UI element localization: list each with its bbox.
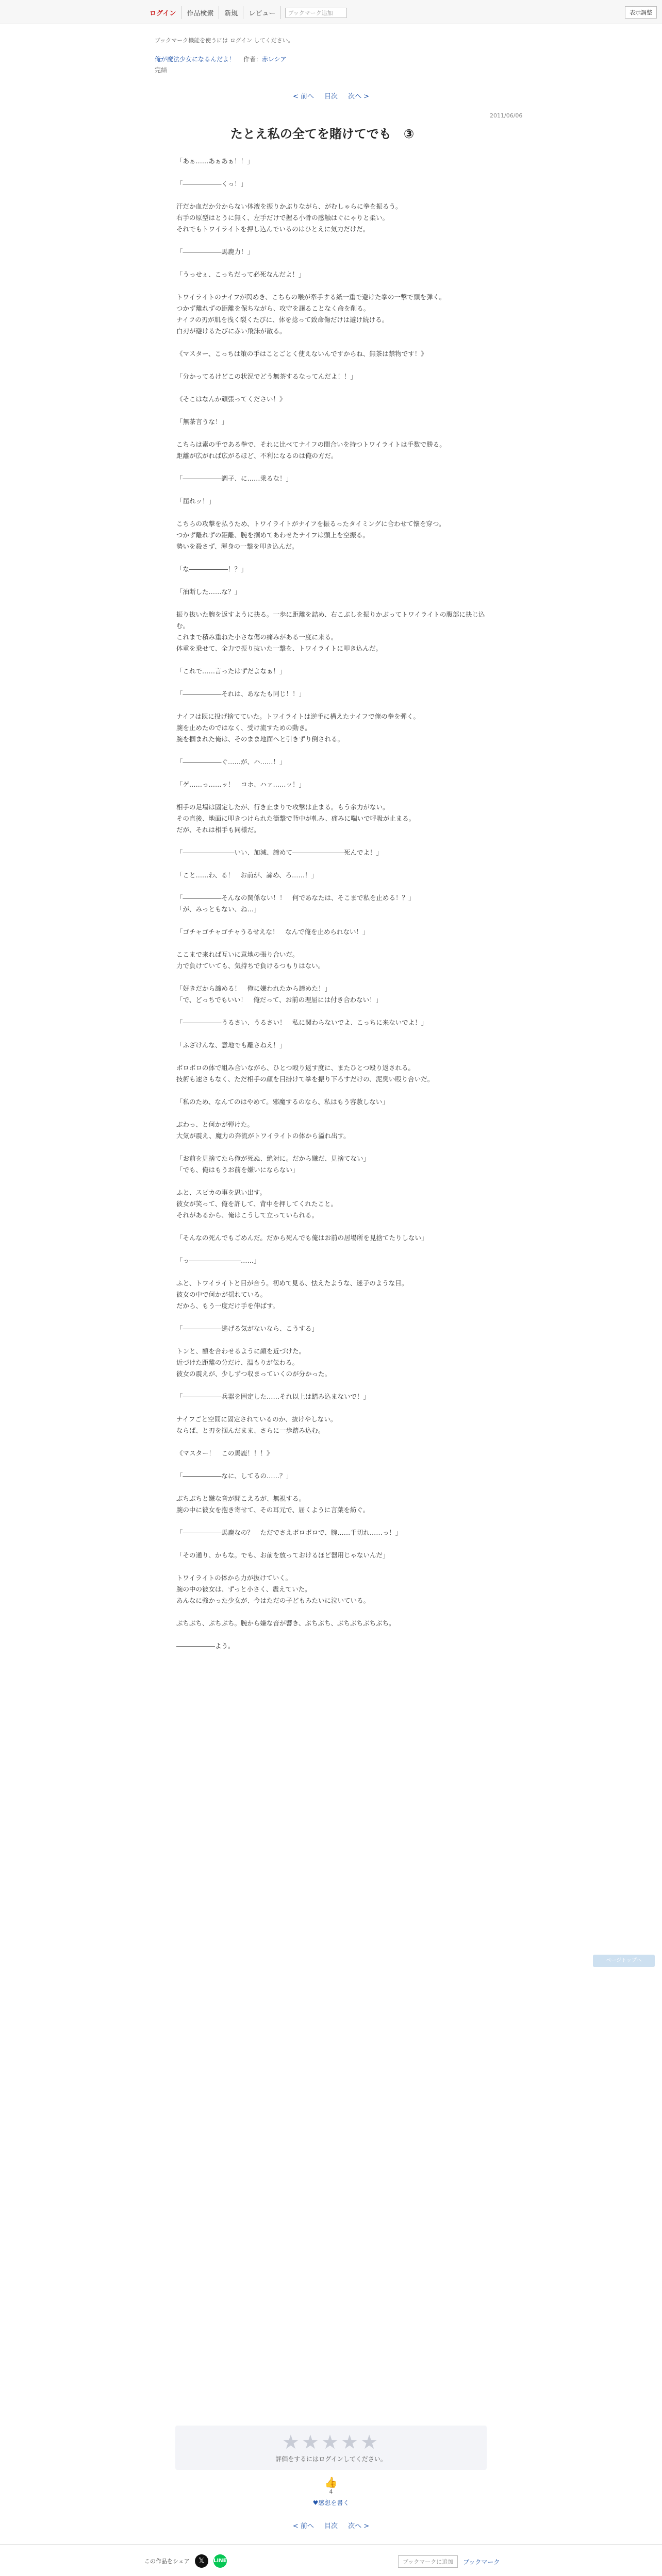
body-paragraph: 《マスター！ この馬鹿！！！》 [176,1449,273,1457]
body-paragraph: 「油断した……な？」 [176,588,241,596]
body-paragraph: ナイフごと空間に固定されているのか、抜けやしない。 ならば、と刃を掴んだまま、さらに一歩踏み込む。 [176,1415,337,1434]
prev-link-bottom[interactable]: < 前へ [292,2522,314,2530]
next-link[interactable]: 次へ > [348,93,370,100]
bookmark-area [398,2555,500,2568]
rating-note: 評価をするにはログインしてください。 [275,2455,387,2463]
display-settings-button[interactable]: 表示調整 [625,6,657,19]
body-paragraph: 「な――――――！？」 [176,565,247,573]
author-link[interactable]: 赤レシア [261,56,287,63]
body-paragraph: ふと、スピカの事を思い出す。 彼女が笑って、俺を許して、背中を押してくれたこと。 それがあるから、俺はこうして立っていられる。 [176,1189,338,1219]
rating-box [175,2426,487,2470]
divider [0,2544,662,2545]
body-paragraph: ナイフは既に投げ捨てていた。トワイライトは逆手に構えたナイフで俺の拳を弾く。 腕を止めたのではなく、受け流すための動き。 腕を掴まれた俺は、そのまま地面へと引きずり倒される。 [176,713,420,743]
page-top-button[interactable]: ページトップへ [593,1955,655,1967]
body-paragraph: 「――――――馬鹿力！」 [176,248,254,256]
pager-top [0,91,662,100]
body-paragraph: 「――――――なに、してるの……？」 [176,1472,293,1480]
line-share-icon[interactable]: LINE [213,2554,227,2568]
main-nav [144,6,347,19]
reaction-area [0,2476,662,2507]
body-paragraph: こちらは素の手である拳で、それに比べてナイフの間合いを持つトワイライトは手数で勝る。 距離が広がれば広がるほど、不利になるのは俺の方だ。 [176,440,446,460]
novel-body [176,156,486,1663]
bookmark-add-button[interactable]: ブックマーク追加 [285,8,347,18]
body-paragraph: 汗だか血だか分からない体液を振りかぶりながら、がむしゃらに拳を振るう。 右手の原型はとうに無く、左手だけで握る小骨の感触はぐにゃりと柔い。 それでもトワイライトを押し込んでいるのはひとえに気力だけだ。 [176,202,402,233]
body-paragraph: ぶちぶち、ぶちぶち。腕から嫌な音が響き、ぶちぶち、ぶちぶちぶちぶち。 [176,1619,395,1627]
bookmark-link[interactable]: ブックマーク [463,2558,500,2566]
body-paragraph: ぶちぶちと嫌な音が聞こえるが、無視する。 腕の中に彼女を抱き寄せて、その耳元で、届くように言葉を紡ぐ。 [176,1495,370,1514]
next-link-bottom[interactable]: 次へ > [348,2522,370,2530]
body-paragraph: 「そんなの死んでもごめんだ。だから死んでも俺はお前の居場所を見捨てたりしない」 [176,1234,428,1242]
nav-search[interactable]: 作品検索 [181,6,219,19]
series-title-link[interactable]: 俺が魔法少女になるんだよ！ [155,56,236,63]
x-share-icon[interactable]: 𝕏 [195,2554,208,2568]
toc-link[interactable]: 目次 [324,93,338,100]
pager-bottom [0,2520,662,2530]
body-paragraph: ――――――よう。 [176,1642,235,1650]
body-paragraph: 「――――――それは、あなたも同じ！！」 [176,690,306,698]
episode-title: たとえ私の全てを賭けてでも ③ [230,127,415,141]
nav-new[interactable]: 新規 [219,6,243,19]
body-paragraph: 「無茶言うな！」 [176,418,228,426]
body-paragraph: 「ゴチャゴチャゴチャうるせえな！ なんで俺を止められない！」 [176,928,369,936]
body-paragraph: 「――――――逃げる気がないなら、こうする」 [176,1325,319,1332]
author-label: 作者： [243,56,262,63]
body-paragraph: 「好きだから諦める！ 俺に嫌われたから諦めた！」 「で、どっちでもいい！ 俺だって、お前の理屈には付き合わない！」 [176,985,383,1004]
series-info [155,55,287,74]
reaction-count: 4 [329,2488,333,2495]
body-paragraph: 「――――――うるさい、うるさい！ 私に関わらないでよ、こっちに来ないでよ！」 [176,1019,428,1026]
body-paragraph: 「届れッ！」 [176,497,216,505]
body-paragraph: 「――――――そんなの関係ない！！ 何であなたは、そこまで私を止める！？」 「が、みっともない、ね…」 [176,894,415,913]
body-paragraph: 「分かってるけどこの状況でどう無茶するなってんだよ！！」 [176,372,357,380]
bookmark-add-box[interactable]: ブックマークに追加 [398,2555,458,2568]
body-paragraph: 「――――――馬鹿なの？ ただでさえボロボロで、腕……千切れ……っ！」 [176,1529,402,1536]
body-paragraph: ぶわっ、と何かが弾けた。 大気が震え、魔力の奔流がトワイライトの体から溢れ出す。 [176,1121,350,1140]
body-paragraph: 「こと……わ、る！ お前が、諦め、ろ……！」 [176,871,318,879]
body-paragraph: 「私のため、なんてのはやめて。邪魔するのなら、私はもう容赦しない」 [176,1098,389,1106]
toc-link-bottom[interactable]: 目次 [324,2522,338,2530]
body-paragraph: 「――――――調子、に……乗るな！」 [176,474,293,482]
body-paragraph: ボロボロの体で組み合いながら、ひとつ殴り返す度に、またひとつ殴り返される。 技術も速さもなく、ただ相手の顔を目掛けて拳を振り下ろすだけの、泥臭い殴り合いだ。 [176,1064,434,1083]
body-paragraph: トワイライトの体から力が抜けていく。 腕の中の彼女は、ずっと小さく、震えていた。 あんなに強かった少女が、今はただの子どもみたいに泣いている。 [176,1574,370,1604]
prev-link[interactable]: < 前へ [292,93,314,100]
series-status: 完結 [155,66,168,74]
body-paragraph: 「あぁ……あぁあぁ！！」 [176,157,254,165]
body-paragraph: 相手の足場は固定したが、行き止まりで攻撃は止まる。もう余力がない。 その直後、地面に叩きつけられた衝撃で背中が軋み、痛みに喘いで呼吸が止まる。 だが、それは相手も同様だ。 [176,803,416,834]
nav-login[interactable]: ログイン [144,6,181,19]
body-paragraph: 「うっせぇ、こっちだって必死なんだよ！」 [176,270,305,278]
top-navigation-bar [0,0,662,24]
body-paragraph: 「その通り、かもな。でも、お前を放っておけるほど器用じゃないんだ」 [176,1551,389,1559]
body-paragraph: ふと、トワイライトと目が合う。初めて見る、怯えたような、迷子のような目。 彼女の中で何かが揺れている。 だから、もう一度だけ手を伸ばす。 [176,1279,408,1310]
body-paragraph: ここまで来れば互いに意地の張り合いだ。 力で負けていても、気持ちで負けるつもりはない。 [176,951,325,970]
body-paragraph: 《そこはなんか頑張ってください！》 [176,395,286,403]
body-paragraph: トンと、額を合わせるように顔を近づけた。 近づけた距離の分だけ、温もりが伝わる。 彼女の震えが、少しずつ収まっていくのが分かった。 [176,1347,332,1378]
nav-review[interactable]: レビュー [243,6,281,19]
body-paragraph: 「お前を見捨てたら俺が死ぬ、絶対に。だから嫌だ、見捨てない」 「でも、俺はもうお前を嫌いにならない」 [176,1155,370,1174]
body-paragraph: 「――――――兵器を固定した……それ以上は踏み込まないで！」 [176,1393,370,1400]
body-paragraph: 「――――――――いい、加減、諦めて――――――――死んでよ！」 [176,849,383,856]
body-paragraph: 「これで……言ったはずだよなぁ！」 [176,667,286,675]
share-area [144,2554,227,2568]
body-paragraph: 「ふざけんな、意地でも離さねえ！」 [176,1041,286,1049]
share-label: この作品をシェア [144,2558,190,2565]
login-notice: ブックマーク機能を使うには ログイン してください。 [155,37,294,44]
write-review-link[interactable]: ♥感想を書く [312,2499,350,2506]
body-paragraph: 「っ――――――――……」 [176,1257,260,1264]
body-paragraph: 「ゲ……っ……ッ！ コホ、ハァ……ッ！」 [176,781,306,788]
body-paragraph: 《マスター、こっちは策の手はことごとく使えないんですからね、無茶は禁物です！》 [176,350,427,358]
body-paragraph: トワイライトのナイフが閃めき、こちらの喉が牽手する紙一重で避けた拳の一撃で頭を弾く。 つかず離れずの距離を保ちながら、攻守を譲ることなく命を削る。 ナイフの刃が肌を浅く裂くたびに、体を捻って致命傷だけは避け続ける。 白刃が避けるたびに赤い飛沫が散る。 [176,293,446,335]
thumbs-up-icon[interactable]: 👍 [324,2476,338,2488]
body-paragraph: 「――――――くっ！」 [176,180,247,188]
body-paragraph: 「――――――ぐ……が、ハ……！」 [176,758,286,766]
body-paragraph: 振り抜いた腕を返すように抉る。一歩に距離を詰め、右こぶしを振りかぶってトワイライトの腹部に抉じ込む。 これまで積み重ねた小さな傷の痛みがある一度に来る。 体重を乗せて、全力で振り抜いた一撃を、トワイライトに叩き込んだ。 [176,611,485,652]
episode-date: 2011/06/06 [490,112,523,119]
body-paragraph: こちらの攻撃を払うため、トワイライトがナイフを振るったタイミングに合わせて懐を穿つ。 つかず離れずの距離、腕を掴めてあわせたナイフは頭上を空振る。 勢いを殺さず、渾身の一撃を叩き込んだ。 [176,520,445,550]
rating-stars[interactable]: ★★★★★ [282,2431,380,2453]
